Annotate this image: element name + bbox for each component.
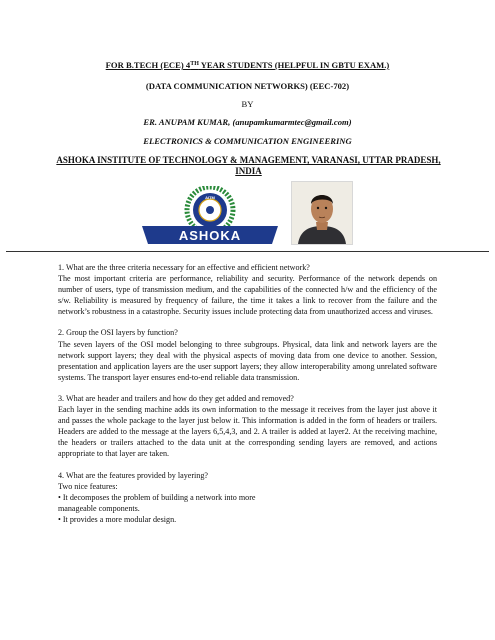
answer-1: The most important criteria are performance, reliability and security. Performance of the network depends on number of users, type of transmission medium, and the capabilities of the connected h/w and the efficiency of the s/w. Reliability is measured by frequency of failure, the time it takes a link to recover from the failure and the network’s robustness in a catastrophe. Security issues include protecting data from unauthorized access and viruses. (58, 274, 437, 317)
department-line: ELECTRONICS & COMMUNICATION ENGINEERING (143, 136, 352, 146)
list-item: • It provides a more modular design. (58, 514, 177, 524)
answer-4-intro: Two nice features: (58, 481, 118, 491)
qa-section-1 (58, 262, 437, 317)
horizontal-rule (6, 251, 489, 252)
question-1: 1. What are the three criteria necessary for an effective and efficient network? (58, 263, 310, 272)
logo-top-text: AITM (205, 195, 215, 200)
author-photo (291, 181, 353, 245)
subject-heading: (DATA COMMUNICATION NETWORKS) (EEC-702) (145, 81, 350, 91)
logo-banner-text: ASHOKA (178, 228, 242, 243)
course-heading: FOR B.TECH (ECE) 4TH YEAR STUDENTS (HELPFUL IN GBTU EXAM.) (105, 60, 390, 70)
qa-content (58, 262, 437, 535)
question-2: 2. Group the OSI layers by function? (58, 328, 178, 338)
list-item: manageable components. (58, 503, 140, 513)
qa-section-4 (58, 470, 437, 525)
question-4: 4. What are the features provided by layering? (58, 470, 208, 480)
ashoka-logo (136, 186, 284, 246)
author-line: ER. ANUPAM KUMAR, (anupamkumarmtec@gmail.com) (143, 117, 352, 127)
by-line: BY (241, 99, 254, 109)
answer-3: Each layer in the sending machine adds its own information to the message it receives from the layer just above it and passes the whole package to the layer just below it. This information is added in the form of headers or trailers. Headers are added to the message at the layers 6,5,4,3, and 2. A trailer is added at layer2. At the receiving machine, the headers or trailers attached to the data unit at the corresponding sending layers are removed, and actions appropriate to that layer are taken. (58, 405, 437, 459)
institute-line: ASHOKA INSTITUTE OF TECHNOLOGY & MANAGEMENT, VARANASI, UTTAR PRADESH, INDIA (56, 155, 441, 176)
qa-section-2 (58, 327, 437, 382)
list-item: • It decomposes the problem of building a network into more (58, 492, 256, 502)
qa-section-3 (58, 393, 437, 460)
question-3: 3. What are header and trailers and how do they get added and removed? (58, 393, 294, 403)
answer-2: The seven layers of the OSI model belonging to three subgroups. Physical, data link and network layers are the network support layers; they deal with the physical aspects of moving data from one device to another. Session, presentation and application layers are the user support layers; they allow interoperability among unrelated software systems. The transport layer ensures end-to-end reliable data transmission. (58, 339, 437, 382)
